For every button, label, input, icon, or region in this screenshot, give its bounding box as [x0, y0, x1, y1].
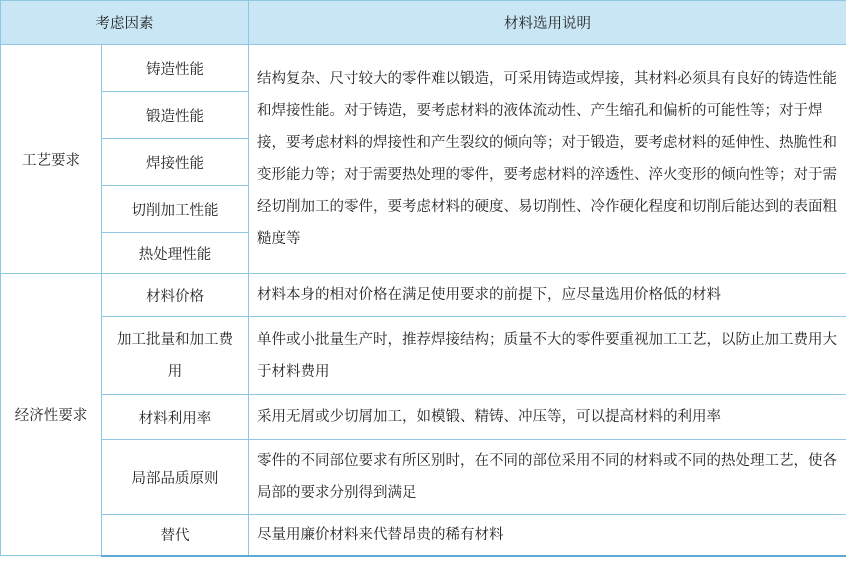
table-row: [1, 515, 846, 556]
item-forging: 锻造性能: [102, 92, 249, 139]
group-economic-requirements: 经济性要求: [1, 274, 102, 556]
item-utilization: 材料利用率: [102, 395, 249, 440]
header-factor: 考虑因素: [1, 1, 249, 45]
desc-batch-cost: 单件或小批量生产时，推荐焊接结构；质量不大的零件要重视加工工艺，以防止加工费用大于材料费用: [249, 317, 846, 395]
table-row: [1, 274, 846, 317]
item-welding: 焊接性能: [102, 139, 249, 186]
desc-substitution: 尽量用廉价材料来代替昂贵的稀有材料: [249, 515, 846, 556]
item-substitution: 替代: [102, 515, 249, 556]
table-row: [1, 395, 846, 440]
header-row: [1, 1, 846, 45]
table-row: [1, 440, 846, 515]
process-description: 结构复杂、尺寸较大的零件难以锻造，可采用铸造或焊接，其材料必须具有良好的铸造性能和焊接性能。对于铸造，要考虑材料的液体流动性、产生缩孔和偏析的可能性等；对于焊接，要考虑材料的焊接性和产生裂纹的倾向等；对于锻造，要考虑材料的延伸性、热脆性和变形能力等；对于需要热处理的零件，要考虑材料的淬透性、淬火变形的倾向性等；对于需经切削加工的零件，要考虑材料的硬度、易切削性、冷作硬化程度和切削后能达到的表面粗糙度等: [249, 45, 846, 274]
group-process-requirements: 工艺要求: [1, 45, 102, 274]
item-heat-treatment: 热处理性能: [102, 233, 249, 274]
desc-utilization: 采用无屑或少切屑加工，如模锻、精铸、冲压等，可以提高材料的利用率: [249, 395, 846, 440]
table-row: [1, 45, 846, 92]
item-batch-cost: 加工批量和加工费用: [102, 317, 249, 395]
table-row: [1, 317, 846, 395]
item-machining: 切削加工性能: [102, 186, 249, 233]
item-local-quality: 局部品质原则: [102, 440, 249, 515]
header-description: 材料选用说明: [249, 1, 846, 45]
item-casting: 铸造性能: [102, 45, 249, 92]
desc-material-price: 材料本身的相对价格在满足使用要求的前提下，应尽量选用价格低的材料: [249, 274, 846, 317]
item-material-price: 材料价格: [102, 274, 249, 317]
desc-local-quality: 零件的不同部位要求有所区别时，在不同的部位采用不同的材料或不同的热处理工艺，使各局部的要求分别得到满足: [249, 440, 846, 515]
